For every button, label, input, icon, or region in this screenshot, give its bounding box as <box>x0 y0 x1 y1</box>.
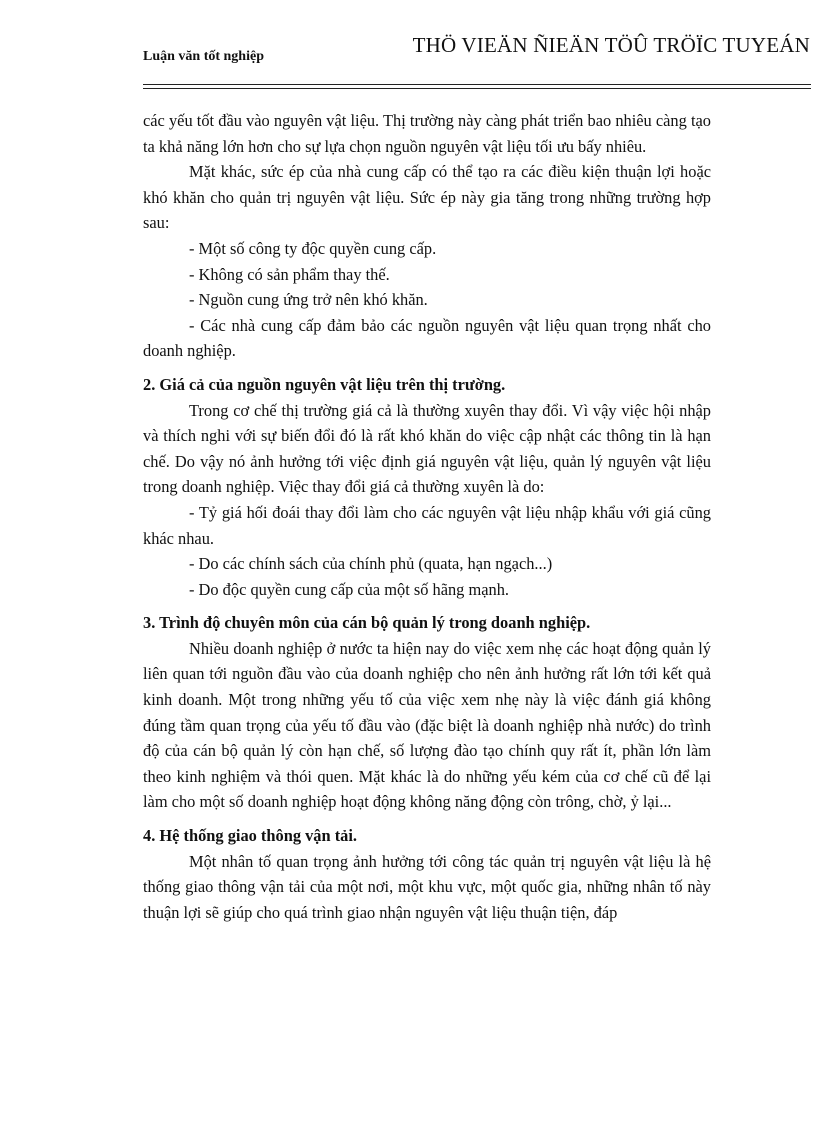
header-rule-top <box>143 84 811 85</box>
list-item: - Các nhà cung cấp đảm bảo các nguồn nguyên vật liệu quan trọng nhất cho doanh nghiệp. <box>143 315 711 361</box>
header-library-title: THÖ VIEÄN ÑIEÄN TÖÛ TRÖÏC TUYEÁN <box>412 33 810 57</box>
header-rule-bottom <box>143 88 811 89</box>
section-paragraph-management-skill: Nhiều doanh nghiệp ở nước ta hiện nay do việc xem nhẹ các hoạt động quản lý liên quan tới nguồn đầu vào của doanh nghiệp cho nên ảnh hưởng rất lớn tới kết quả kinh doanh. Một trong những yếu tố của việc xem nhẹ này là việc đánh giá không đúng tầm quan trọng của yếu tố đầu vào (đặc biệt là doanh nghiệp nhà nước) do trình độ của cán bộ quản lý còn hạn chế, số lượng đào tạo chính quy rất ít, phần lớn làm theo kinh nghiệm và thói quen. Mặt khác là do những yếu kém của cơ chế cũ để lại làm cho một số doanh nghiệp hoạt động không năng động còn trông, chờ, ỷ lại... <box>143 638 711 812</box>
list-item: - Nguồn cung ứng trở nên khó khăn. <box>189 290 428 310</box>
section-paragraph-transport: Một nhân tố quan trọng ảnh hưởng tới công tác quản trị nguyên vật liệu là hệ thống giao thông vận tải của một nơi, một khu vực, một quốc gia, những nhân tố này thuận lợi sẽ giúp cho quá trình giao nhận nguyên vật liệu thuận tiện, đáp <box>143 851 711 922</box>
list-item: - Do các chính sách của chính phủ (quata, hạn ngạch...) <box>189 554 553 574</box>
list-item: - Do độc quyền cung cấp của một số hãng mạnh. <box>189 579 509 599</box>
section-heading-management-skill: 3. Trình độ chuyên môn của cán bộ quản lý trong doanh nghiệp. <box>143 613 591 633</box>
section-heading-transport: 4. Hệ thống giao thông vận tải. <box>143 826 358 846</box>
section-heading-price: 2. Giá cả của nguồn nguyên vật liệu trên thị trường. <box>143 374 506 394</box>
list-item: - Không có sản phẩm thay thế. <box>189 264 390 284</box>
document-body <box>143 108 711 925</box>
intro-paragraph-supplier-pressure: Mặt khác, sức ép của nhà cung cấp có thể tạo ra các điều kiện thuận lợi hoặc khó khăn cho quản trị nguyên vật liệu. Sức ép này gia tăng trong những trường hợp sau: <box>143 162 711 233</box>
intro-paragraph-continued: các yếu tốt đầu vào nguyên vật liệu. Thị trường này càng phát triển bao nhiêu càng tạo ta khả năng lớn hơn cho sự lựa chọn nguồn nguyên vật liệu tối ưu bấy nhiêu. <box>143 111 711 156</box>
header-thesis-label: Luận văn tốt nghiệp <box>143 49 264 64</box>
list-item: - Tỷ giá hối đoái thay đổi làm cho các nguyên vật liệu nhập khẩu với giá cũng khác nhau. <box>143 502 711 548</box>
section-paragraph-price: Trong cơ chế thị trường giá cả là thường xuyên thay đổi. Vì vậy việc hội nhập và thích nghi với sự biến đổi đó là rất khó khăn do việc cập nhật các thông tin là hạn chế. Do vậy nó ảnh hưởng tới việc định giá nguyên vật liệu, quản lý nguyên vật liệu trong doanh nghiệp. Việc thay đổi giá cả thường xuyên là do: <box>143 400 711 497</box>
list-item: - Một số công ty độc quyền cung cấp. <box>189 238 437 258</box>
